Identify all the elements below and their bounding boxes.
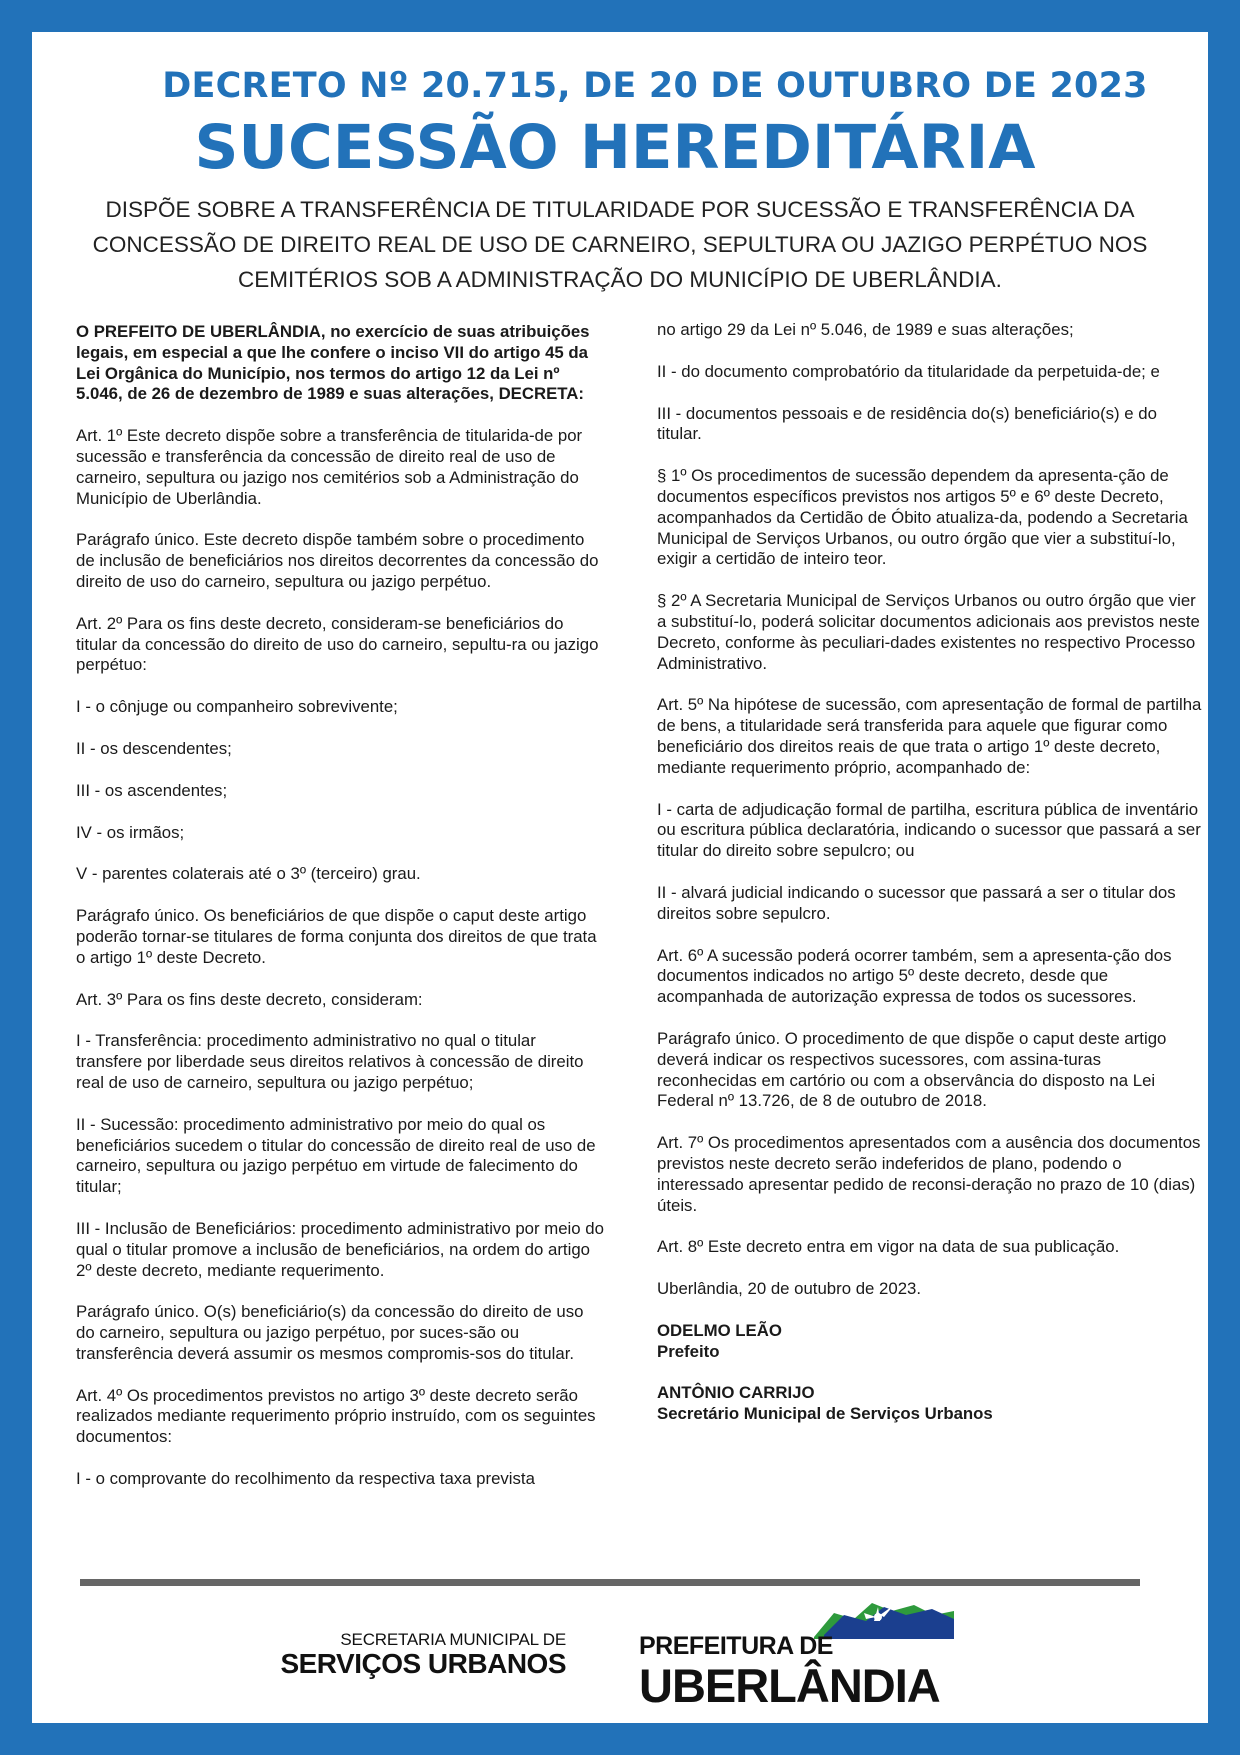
paragraph: Art. 5º Na hipótese de sucessão, com apresentação de formal de partilha de bens, a titularidade será transferida para aquele que figurar como beneficiário dos direitos reais de que trata o artigo 1º deste decreto, mediante requerimento próprio, acompanhado de: — [657, 695, 1202, 777]
paragraph: Parágrafo único. O procedimento de que dispõe o caput deste artigo deverá indicar os respectivos sucessores, com assina-turas reconhecidas em cartório ou com a observância do disposto na Lei Federal nº 13.726, de 8 de outubro de 2018. — [657, 1028, 1167, 1111]
signatory-name: ODELMO LEÃO — [657, 1320, 782, 1340]
subject-title: SUCESSÃO HEREDITÁRIA — [194, 112, 1036, 183]
preamble: O PREFEITO DE UBERLÂNDIA, no exercício de suas atribuições legais, em especial a que lhe confere o inciso VII do artigo 45 da Lei Orgânica do Município, nos termos do artigo 12 da Lei nº 5.046, de 26 de dezembro de 1989 e suas alterações, DECRETA: — [76, 322, 590, 404]
date-line: Uberlândia, 20 de outubro de 2023. — [657, 1279, 922, 1299]
paragraph: Art. 2º Para os fins deste decreto, consideram-se beneficiários do titular da concessão do direito de uso do carneiro, sepultu-ra ou jazigo perpétuo: — [76, 613, 599, 675]
decree-page — [32, 32, 1208, 1723]
secretaria-logo-line1: SECRETARIA MUNICIPAL DE — [340, 1630, 566, 1649]
paragraph: II - Sucessão: procedimento administrativo por meio do qual os beneficiários sucedem o titular do concessão de direito real de uso de carneiro, sepultura ou jazigo perpétuo em virtude de falecimento do titular; — [76, 1114, 596, 1197]
paragraph: Art. 7º Os procedimentos apresentados com a ausência dos documentos previstos neste decreto serão indeferidos de plano, podendo o interessado apresentar pedido de reconsi-deração no prazo de 10 (dias) úteis. — [657, 1133, 1201, 1215]
paragraph: Art. 3º Para os fins deste decreto, consideram: — [76, 989, 423, 1009]
signature-block — [657, 1321, 1202, 1363]
paragraph: Art. 8º Este decreto entra em vigor na data de sua publicação. — [657, 1237, 1120, 1257]
secretaria-logo — [266, 1630, 566, 1680]
paragraph: III - Inclusão de Beneficiários: procedimento administrativo por meio do qual o titular promove a inclusão de beneficiários, na ordem do artigo 2º deste decreto, mediante requerimento. — [76, 1218, 604, 1280]
paragraph: § 2º A Secretaria Municipal de Serviços Urbanos ou outro órgão que vier a substituí-lo, poderá solicitar documentos adicionais aos previstos neste Decreto, conforme às peculiari-dades existentes no respectivo Processo Administrativo. — [657, 591, 1200, 673]
paragraph: II - do documento comprobatório da titularidade da perpetuida-de; e — [657, 361, 1160, 381]
paragraph: § 1º Os procedimentos de sucessão dependem da apresenta-ção de documentos específicos previstos nos artigos 5º e 6º deste Decreto, acompanhados da Certidão de Óbito atualiza-da, podendo a Secretaria Municipal de Serviços Urbanos, ou outro órgão que vier a substituí-lo, exigir a certidão de inteiro teor. — [657, 466, 1188, 569]
signatory-name: ANTÔNIO CARRIJO — [657, 1383, 815, 1403]
paragraph: I - carta de adjudicação formal de partilha, escritura pública de inventário ou escritura pública declaratória, indicando o sucessor que passará a ser titular do direito sobre sepulcro; ou — [657, 799, 1201, 861]
signatory-role: Secretário Municipal de Serviços Urbanos — [657, 1404, 993, 1424]
paragraph: I - o comprovante do recolhimento da respectiva taxa prevista — [76, 1469, 535, 1489]
left-column — [76, 322, 606, 1511]
paragraph: III - os ascendentes; — [76, 780, 228, 800]
paragraph: V - parentes colaterais até o 3º (terceiro) grau. — [76, 864, 421, 884]
secretaria-logo-line2: SERVIÇOS URBANOS — [280, 1648, 566, 1679]
paragraph: IV - os irmãos; — [76, 822, 185, 842]
signature-block — [657, 1383, 1202, 1425]
paragraph: Art. 1º Este decreto dispõe sobre a transferência de titularida-de por sucessão e transferência da concessão de direito real de uso de carneiro, sepultura ou jazigo nos cemitérios sob a Administração do Município de Uberlândia. — [76, 426, 583, 508]
paragraph: II - os descendentes; — [76, 738, 232, 758]
right-column — [657, 320, 1202, 1425]
paragraph: Art. 4º Os procedimentos previstos no artigo 3º deste decreto serão realizados mediante requerimento próprio instruído, com os seguintes documentos: — [76, 1385, 596, 1447]
paragraph: Parágrafo único. Este decreto dispõe também sobre o procedimento de inclusão de beneficiários nos direitos decorrentes da concessão do direito de uso do carneiro, sepultura ou jazigo perpétuo. — [76, 530, 599, 591]
paragraph: Art. 6º A sucessão poderá ocorrer também, sem a apresenta-ção dos documentos indicados no artigo 5º deste decreto, desde que acompanhada de autorização expressa de todos os sucessores. — [657, 945, 1172, 1007]
paragraph: Parágrafo único. O(s) beneficiário(s) da concessão do direito de uso do carneiro, sepultura ou jazigo perpétuo, por suces-são ou transferência deverá assumir os mesmos compromis-sos do titular. — [76, 1302, 584, 1363]
signatory-role: Prefeito — [657, 1341, 720, 1361]
prefeitura-logo-line2: UBERLÂNDIA — [639, 1659, 940, 1712]
paragraph: Parágrafo único. Os beneficiários de que dispõe o caput deste artigo poderão tornar-se titulares de forma conjunta dos direitos de que trata o artigo 1º deste Decreto. — [76, 906, 597, 967]
decree-number-title: DECRETO Nº 20.715, DE 20 DE OUTUBRO DE 2023 — [162, 66, 1148, 106]
paragraph: III - documentos pessoais e de residência do(s) beneficiário(s) e do titular. — [657, 403, 1157, 444]
paragraph: no artigo 29 da Lei nº 5.046, de 1989 e suas alterações; — [657, 320, 1074, 339]
paragraph: II - alvará judicial indicando o sucessor que passará a ser o titular dos direitos sobre sepulcro. — [657, 882, 1176, 923]
paragraph: I - o cônjuge ou companheiro sobrevivente; — [76, 697, 398, 717]
paragraph: I - Transferência: procedimento administrativo no qual o titular transfere por liberdade seus direitos relativos à concessão de direito real de uso de carneiro, sepultura ou jazigo perpétuo; — [76, 1031, 584, 1092]
prefeitura-emblem-icon — [814, 1597, 954, 1639]
prefeitura-logo — [639, 1597, 979, 1712]
prefeitura-logo-line1: PREFEITURA DE — [639, 1632, 833, 1660]
decree-summary: DISPÕE SOBRE A TRANSFERÊNCIA DE TITULARIDADE POR SUCESSÃO E TRANSFERÊNCIA DA CONCESSÃO DE DIREITO REAL DE USO DE CARNEIRO, SEPULTURA OU JAZIGO PERPÉTUO NOS CEMITÉRIOS SOB A ADMINISTRAÇÃO DO MUNICÍPIO DE UBERLÂNDIA. — [92, 197, 1148, 292]
footer-divider — [80, 1579, 1140, 1586]
